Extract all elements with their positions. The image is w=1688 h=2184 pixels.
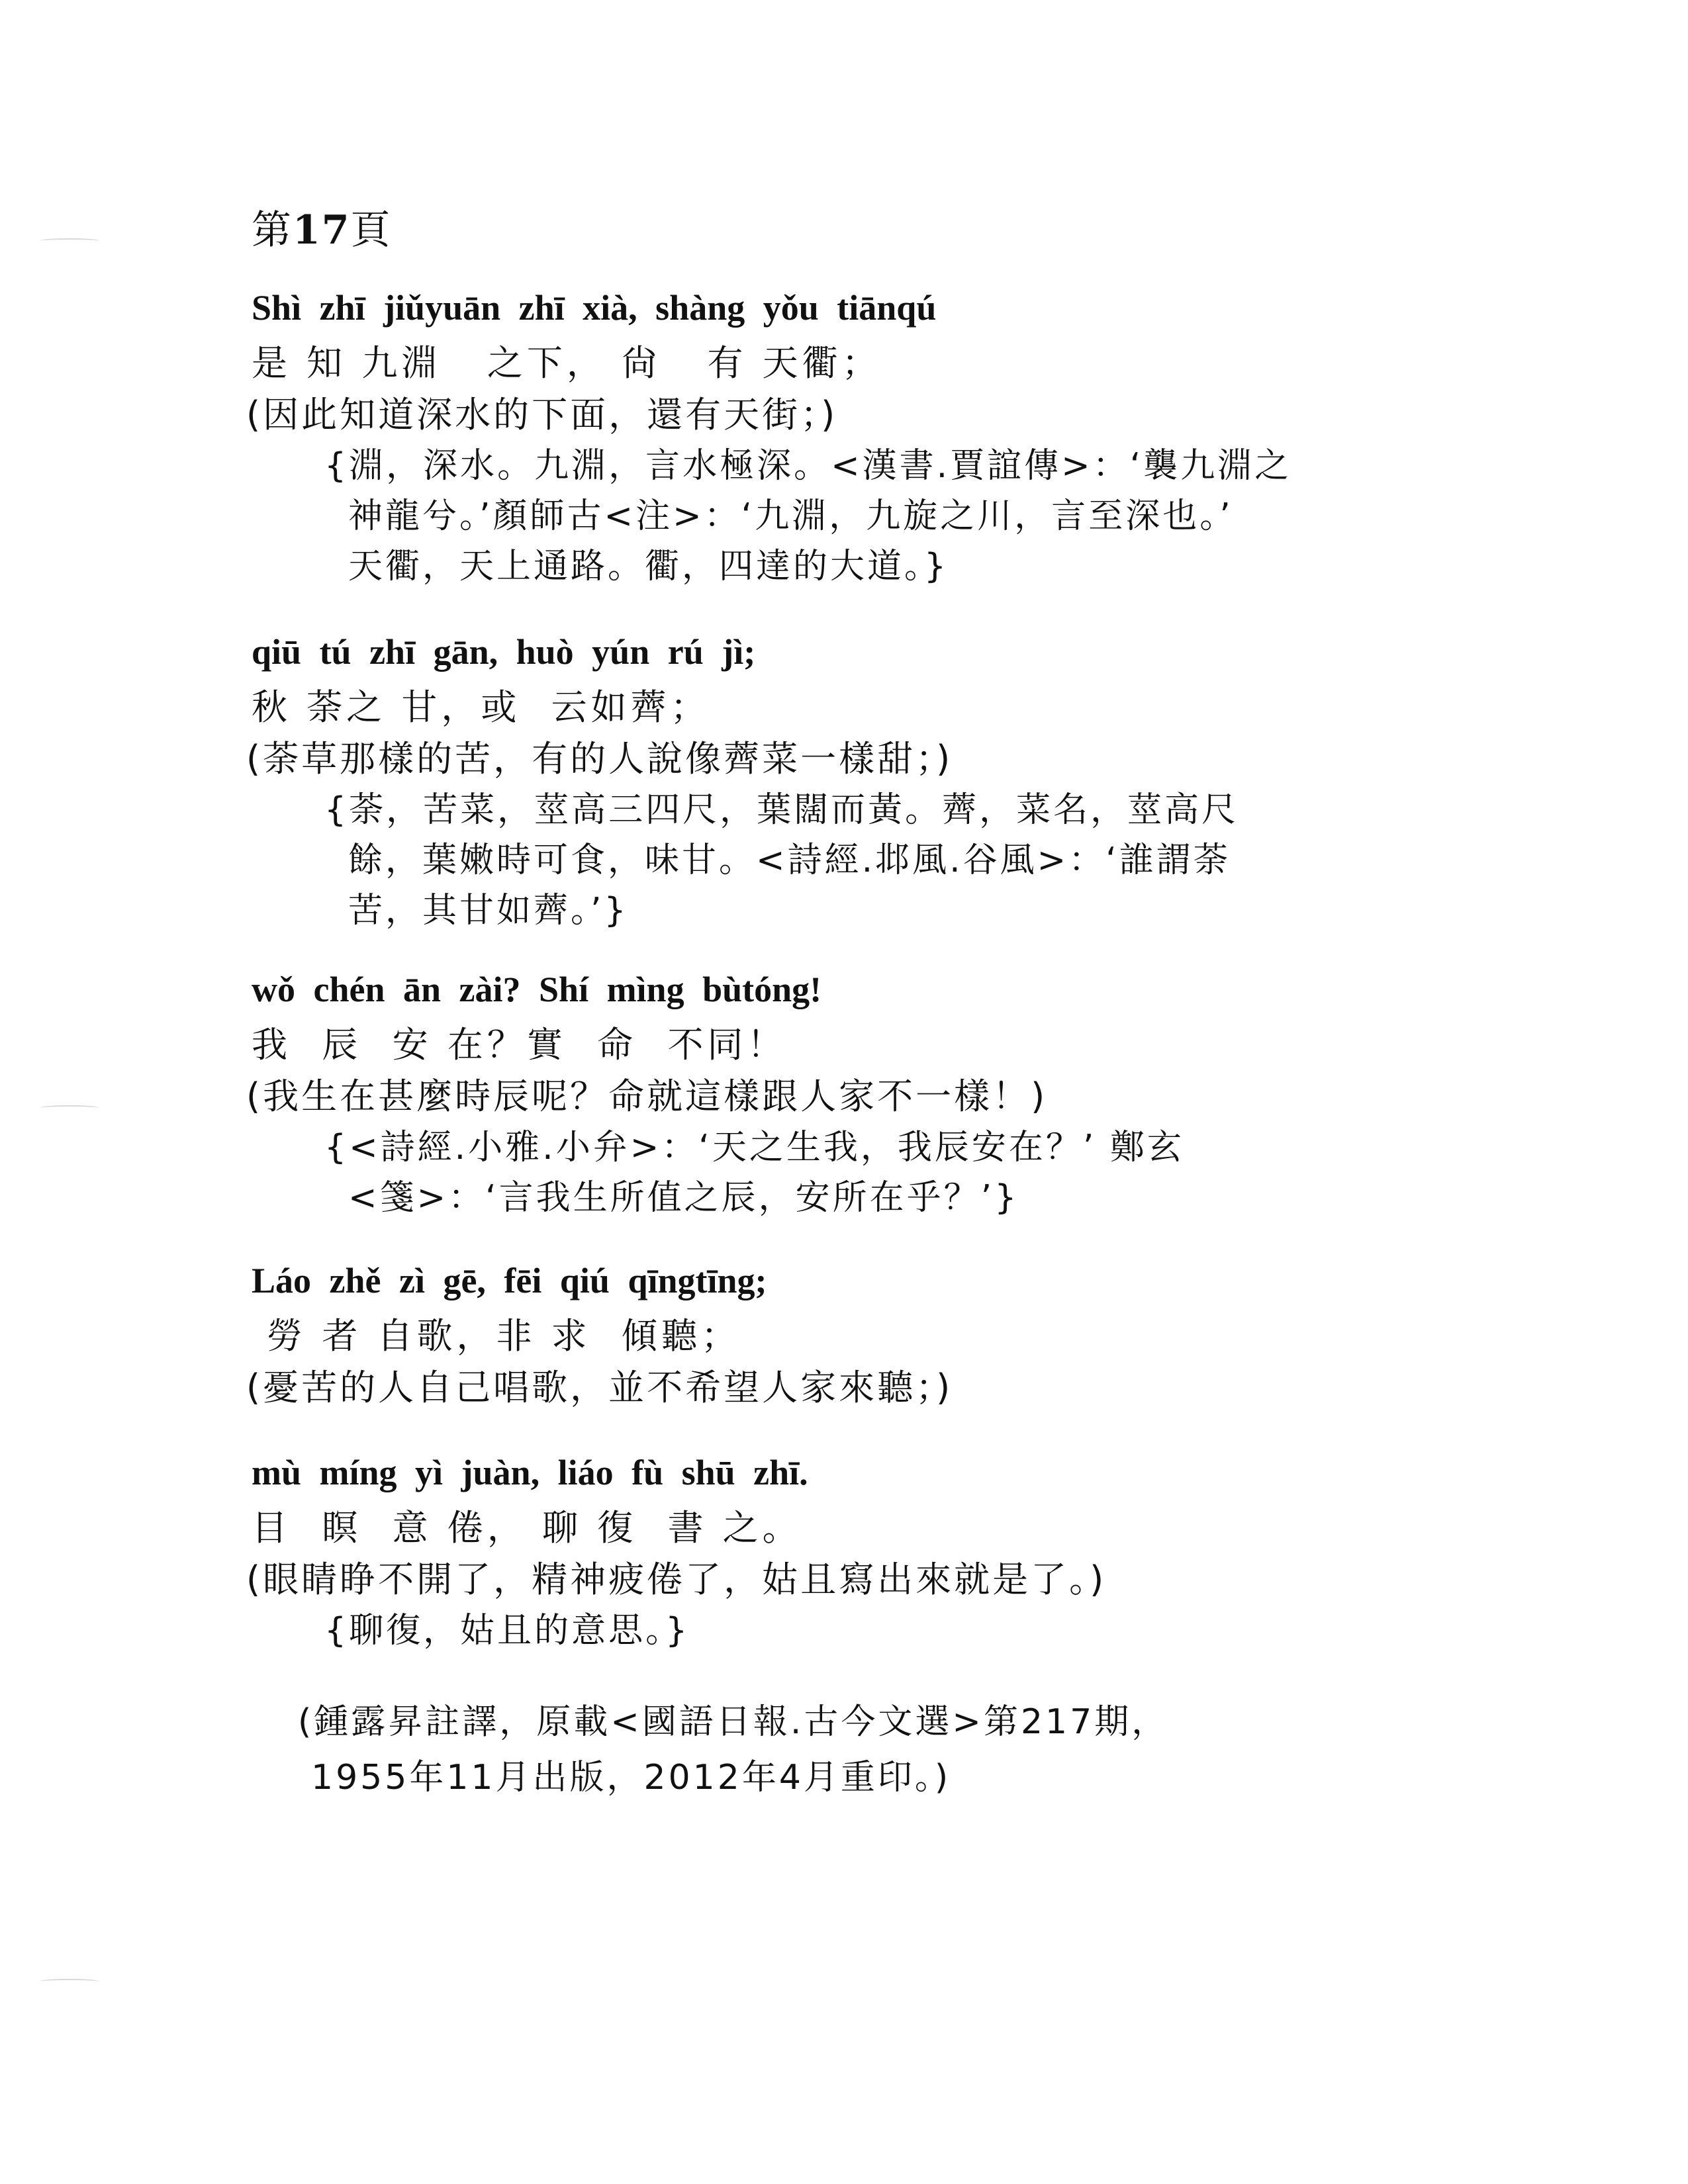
source-attribution	[298, 1694, 1168, 1805]
page-number-suffix: 頁	[350, 207, 392, 253]
stanza-2	[246, 622, 1509, 936]
scan-margin-mark	[40, 1105, 99, 1111]
translation-line: (荼草那樣的苦，有的人說像薺菜一樣甜；)	[246, 738, 953, 780]
attribution-line-1: (鍾露昇註譯，原載<國語日報.古今文選>第217期，	[298, 1702, 1169, 1742]
pinyin-line: Láo zhě zì gē, fēi qiú qīngtīng;	[252, 1261, 767, 1300]
pinyin-line: Shì zhī jiǔyuān zhī xià, shàng yǒu tiānqú	[252, 288, 937, 328]
chinese-line: 我 辰 安 在？實 命 不同！	[252, 1024, 787, 1066]
stanza-1	[246, 278, 1509, 592]
translation-line: (眼睛睁不開了，精神疲倦了，姑且寫出來就是了。)	[246, 1559, 1107, 1600]
note-line: {荼，苦菜，莖高三四尺，葉闊而黃。薺，菜名，莖高尺	[324, 790, 1239, 830]
note-line: 天衢，天上通路。衢，四達的大道。}	[348, 547, 949, 586]
translation-line: (憂苦的人自己唱歌，並不希望人家來聽；)	[246, 1367, 953, 1408]
annotation-note	[324, 441, 1509, 592]
note-line: 苦，其甘如薺。’}	[348, 891, 629, 931]
stanza-3	[246, 960, 1509, 1223]
pinyin-line: wǒ chén ān zài? Shí mìng bùtóng!	[252, 970, 822, 1009]
note-line: {淵，深水。九淵，言水極深。<漢書.賈誼傳>：‘襲九淵之	[324, 446, 1292, 486]
scan-margin-mark	[40, 1979, 99, 1984]
chinese-line: 目 瞑 意 倦， 聊 復 書 之。	[252, 1507, 802, 1549]
page-number-value: 17	[293, 207, 351, 253]
attribution-line-2: 1955年11月出版，2012年4月重印。)	[311, 1758, 951, 1797]
scan-margin-mark	[40, 238, 99, 244]
page-number-prefix: 第	[252, 207, 293, 253]
note-line: <箋>：‘言我生所值之辰，安所在乎？’}	[348, 1178, 1019, 1218]
stanza-4	[246, 1251, 1509, 1414]
pinyin-line: qiū tú zhī gān, huò yún rú jì;	[252, 632, 756, 672]
note-line: 餘，葉嫩時可食，味甘。<詩經.邶風.谷風>：‘誰謂荼	[348, 841, 1231, 880]
chinese-line: 勞 者 自歌，非 求 傾聽；	[252, 1315, 741, 1357]
note-line: 神龍兮。’顏師古<注>：‘九淵，九旋之川，言至深也。’	[348, 496, 1233, 536]
annotation-note	[324, 785, 1509, 936]
page-number	[252, 199, 392, 255]
translation-line: (我生在甚麼時辰呢？命就這樣跟人家不一樣！)	[246, 1075, 1048, 1117]
stanza-5	[246, 1443, 1509, 1656]
chinese-line: 是 知 九淵 之下， 尙 有 天衢；	[252, 342, 882, 384]
note-line: {<詩經.小雅.小弁>：‘天之生我，我辰安在？’ 鄭玄	[324, 1128, 1184, 1167]
annotation-note	[324, 1122, 1509, 1223]
pinyin-line: mù míng yì juàn, liáo fù shū zhī.	[252, 1453, 808, 1492]
note-line: {聊復，姑且的意思。}	[324, 1611, 690, 1651]
translation-line: (因此知道深水的下面，還有天街；)	[246, 394, 838, 435]
chinese-line: 秋 荼之 甘，或 云如薺；	[252, 686, 710, 728]
annotation-note	[324, 1606, 1509, 1656]
